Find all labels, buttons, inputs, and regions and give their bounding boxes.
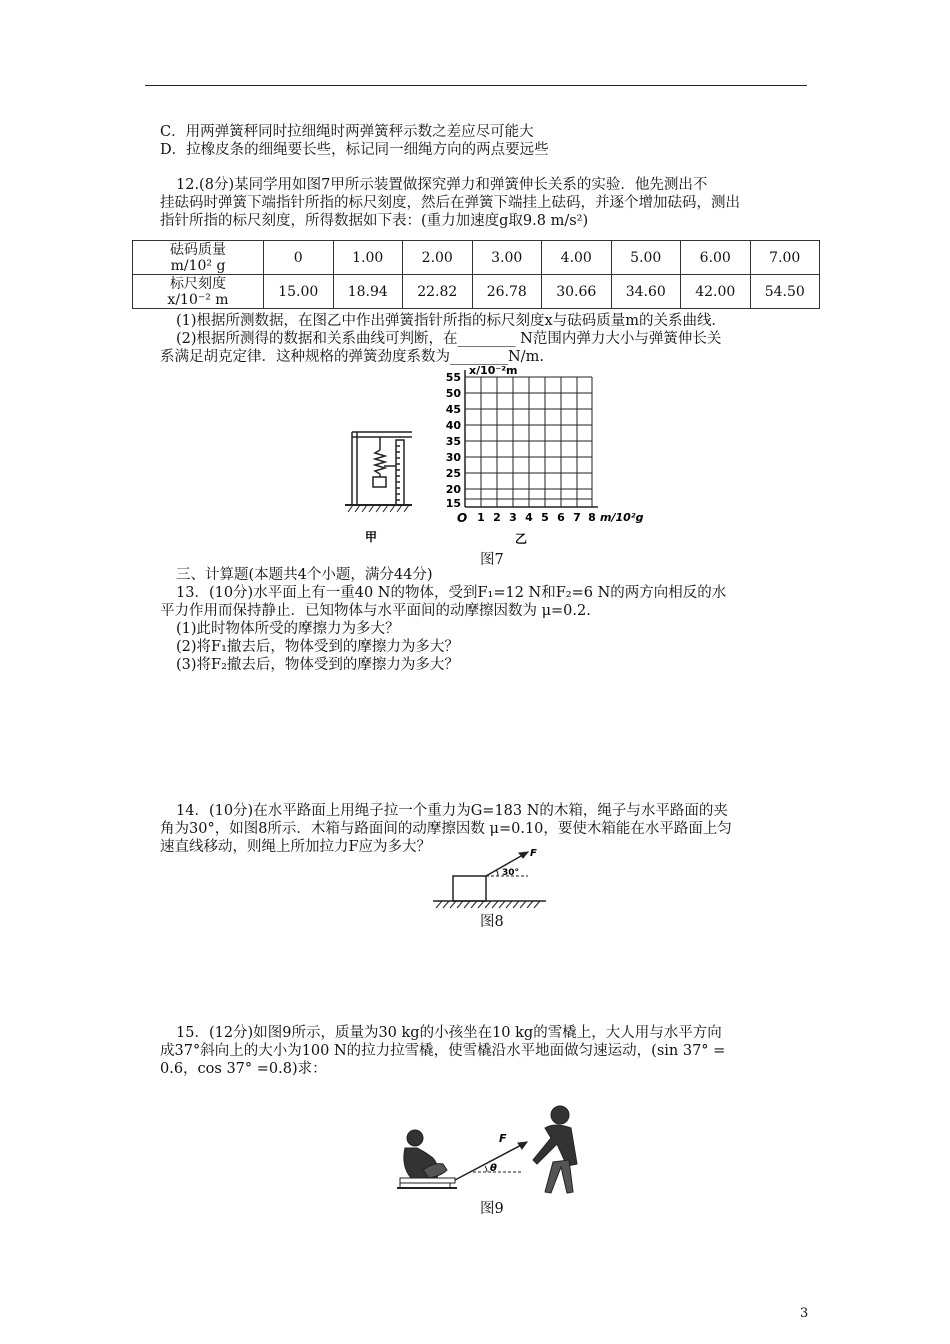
table-cell: 5.00 <box>611 241 681 275</box>
q13-line1: 13．(10分)水平面上有一重40 N的物体，受到F₁=12 N和F₂=6 N的两方向相反的水 <box>176 585 727 601</box>
y-tick: 55 <box>445 371 461 384</box>
force-label: F <box>499 1132 507 1145</box>
q14-line1: 14．(10分)在水平路面上用绳子拉一个重力为G=183 N的木箱，绳子与水平路面的夹 <box>176 803 728 819</box>
table-cell: 26.78 <box>472 275 542 309</box>
q15-line2: 成37°斜向上的大小为100 N的拉力拉雪橇，使雪橇沿水平地面做匀速运动，(sin 37° = <box>160 1043 726 1059</box>
figure7-caption: 图7 <box>480 552 504 568</box>
table-header-mass <box>133 241 264 275</box>
option-d: D．拉橡皮条的细绳要长些，标记同一细绳方向的两点要远些 <box>160 142 549 158</box>
y-tick: 40 <box>445 419 461 432</box>
table-cell: 22.82 <box>403 275 473 309</box>
origin-label: O <box>457 511 468 525</box>
q12-sub1: (1)根据所测数据，在图乙中作出弹簧指针所指的标尺刻度x与砝码质量m的关系曲线． <box>176 313 726 329</box>
y-tick: 30 <box>445 451 461 464</box>
table-cell: 3.00 <box>472 241 542 275</box>
x-tick: 2 <box>493 511 501 524</box>
header-rule <box>145 85 807 86</box>
x-tick: 6 <box>557 511 565 524</box>
angle-label: θ <box>490 1163 497 1174</box>
q12-line3: 指针所指的标尺刻度，所得数据如下表：(重力加速度g取9.8 m/s²) <box>160 213 589 229</box>
header-unit: m/10² g <box>170 257 226 274</box>
x-tick: 4 <box>525 511 533 524</box>
y-tick: 25 <box>445 467 461 480</box>
figure8-caption: 图8 <box>480 914 504 930</box>
header-text: 标尺刻度 <box>170 275 226 292</box>
q15-line3: 0.6，cos 37° =0.8)求： <box>160 1061 327 1077</box>
q12-sub2a: (2)根据所测得的数据和关系曲线可判断，在________ N范围内弹力大小与弹簧伸长关 <box>176 331 722 347</box>
x-axis-label: m/10²g <box>600 511 644 524</box>
header-unit: x/10⁻² m <box>167 291 229 308</box>
q13-line2: 平力作用而保持静止．已知物体与水平面间的动摩擦因数为 μ=0.2. <box>160 603 591 619</box>
table-cell: 15.00 <box>264 275 334 309</box>
y-tick-labels <box>446 371 462 510</box>
table-cell: 54.50 <box>750 275 820 309</box>
box-on-ground-icon <box>433 852 546 908</box>
y-tick: 45 <box>445 403 461 416</box>
q14-line2: 角为30°，如图8所示．木箱与路面间的动摩擦因数 μ=0.10，要使木箱能在水平路面上匀 <box>160 821 732 837</box>
figure-8 <box>428 848 558 912</box>
y-tick: 35 <box>445 435 461 448</box>
q12-line2: 挂砝码时弹簧下端指针所指的标尺刻度，然后在弹簧下端挂上砝码，并逐个增加砝码，测出 <box>160 195 740 211</box>
x-tick: 5 <box>541 511 549 524</box>
y-tick: 50 <box>445 387 461 400</box>
figure-9 <box>395 1100 595 1198</box>
x-tick: 8 <box>588 511 596 524</box>
q13-sub2: (2)将F₁撤去后，物体受到的摩擦力为多大？ <box>176 639 459 655</box>
label-jia: 甲 <box>365 530 378 544</box>
q12-line1: 12.(8分)某同学用如图7甲所示装置做探究弹力和弹簧伸长关系的实验．他先测出不 <box>176 177 708 193</box>
adult-pulling-icon <box>533 1106 577 1193</box>
x-tick-labels <box>477 511 596 524</box>
table-header-scale <box>133 275 264 309</box>
grid-graph <box>465 370 598 507</box>
table-cell: 2.00 <box>403 241 473 275</box>
y-tick: 20 <box>445 483 461 496</box>
table-cell: 7.00 <box>750 241 820 275</box>
q12-sub2b: 系满足胡克定律．这种规格的弹簧劲度系数为________N/m. <box>160 349 544 365</box>
x-tick: 7 <box>573 511 581 524</box>
sled-child-icon <box>397 1130 457 1188</box>
table-cell: 0 <box>264 241 334 275</box>
option-c: C．用两弹簧秤同时拉细绳时两弹簧秤示数之差应尽可能大 <box>160 124 534 140</box>
table-cell: 34.60 <box>611 275 681 309</box>
label-yi: 乙 <box>515 532 528 546</box>
q15-line1: 15．(12分)如图9所示，质量为30 kg的小孩坐在10 kg的雪橇上，大人用与水平方向 <box>176 1025 722 1041</box>
y-axis-label: x/10⁻²m <box>469 364 518 377</box>
force-label: F <box>530 848 537 859</box>
figure9-caption: 图9 <box>480 1201 504 1217</box>
table-cell: 6.00 <box>681 241 751 275</box>
section-3-title: 三、计算题(本题共4个小题，满分44分) <box>176 567 433 583</box>
table-cell: 42.00 <box>681 275 751 309</box>
y-tick: 15 <box>445 497 461 510</box>
table-cell: 18.94 <box>333 275 403 309</box>
figure-7 <box>340 362 660 550</box>
spring-apparatus-icon <box>345 432 412 512</box>
rope-force-icon <box>455 1142 527 1180</box>
q13-sub3: (3)将F₂撤去后，物体受到的摩擦力为多大？ <box>176 657 459 673</box>
table-cell: 4.00 <box>542 241 612 275</box>
angle-label: 30° <box>502 868 520 878</box>
q13-sub1: (1)此时物体所受的摩擦力为多大？ <box>176 621 400 637</box>
table-cell: 30.66 <box>542 275 612 309</box>
table-row <box>133 275 820 309</box>
x-tick: 3 <box>509 511 517 524</box>
page-number: 3 <box>800 1306 809 1321</box>
data-table <box>132 240 820 309</box>
header-text: 砝码质量 <box>170 241 226 258</box>
table-cell: 1.00 <box>333 241 403 275</box>
q14-line3: 速直线移动，则绳上所加拉力F应为多大？ <box>160 839 432 855</box>
table-row <box>133 241 820 275</box>
x-tick: 1 <box>477 511 485 524</box>
